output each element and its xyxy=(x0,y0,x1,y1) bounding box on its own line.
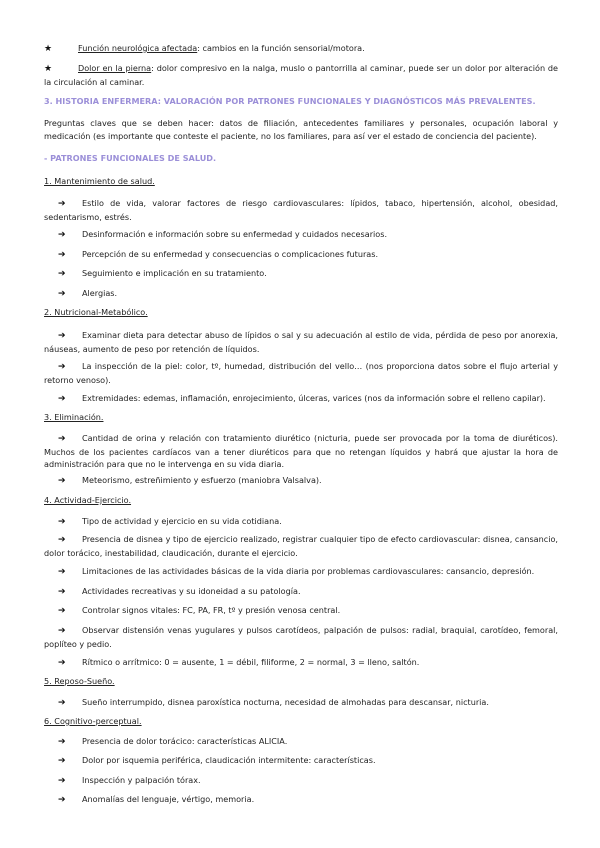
list-item xyxy=(44,228,558,242)
arrow-icon: ➔ xyxy=(58,250,66,260)
item-text: Extremidades: edemas, inflamación, enrojecimiento, úlceras, varices (nos da información sobre el relleno capilar). xyxy=(82,393,546,403)
arrow-icon: ➔ xyxy=(58,199,66,209)
list-item xyxy=(44,287,558,301)
list-item xyxy=(44,360,558,386)
item-text: Estilo de vida, valorar factores de riesgo cardiovasculares: lípidos, tabaco, hipertensión, alcohol, obesidad, sedentarismo, estrés. xyxy=(44,198,558,222)
section-title: 1. Mantenimiento de salud. xyxy=(44,176,155,186)
section-heading-3: 3. HISTORIA ENFERMERA: VALORACIÓN POR PATRONES FUNCIONALES Y DIAGNÓSTICOS MÁS PREVALENTES. xyxy=(44,96,536,106)
item-text: Presencia de disnea y tipo de ejercicio realizado, registrar cualquier tipo de efecto cardiovascular: disnea, cansancio, dolor torácico, inestabilidad, claudicación, durante el ejercicio. xyxy=(44,534,558,558)
arrow-icon: ➔ xyxy=(58,476,66,486)
arrow-icon: ➔ xyxy=(58,737,66,747)
list-item xyxy=(44,197,558,223)
item-text: Alergias. xyxy=(82,288,118,298)
arrow-icon: ➔ xyxy=(58,331,66,341)
list-item xyxy=(44,735,558,749)
item-text: Inspección y palpación tórax. xyxy=(82,775,201,785)
list-item xyxy=(44,267,558,281)
item-text: Seguimiento e implicación en su tratamiento. xyxy=(82,268,267,278)
item-text: Desinformación e información sobre su enfermedad y cuidados necesarios. xyxy=(82,229,388,239)
arrow-icon: ➔ xyxy=(58,535,66,545)
item-text: Rítmico o arrítmico: 0 = ausente, 1 = débil, filiforme, 2 = normal, 3 = lleno, saltón. xyxy=(82,657,420,667)
arrow-icon: ➔ xyxy=(58,289,66,299)
item-text: Controlar signos vitales: FC, PA, FR, tº y presión venosa central. xyxy=(82,605,341,615)
bullet-neuro xyxy=(44,42,558,56)
item-text: La inspección de la piel: color, tº, humedad, distribución del vello… (nos proporciona datos sobre el flujo arterial y retorno venoso). xyxy=(44,361,558,385)
section-title: 4. Actividad-Ejercicio. xyxy=(44,495,132,505)
term-text: : dolor compresivo en la nalga, muslo o pantorrilla al caminar, puede ser un dolor por alteración de la circulación al caminar. xyxy=(44,63,559,87)
item-text: Percepción de su enfermedad y consecuencias o complicaciones futuras. xyxy=(82,249,379,259)
bullet-leg-pain xyxy=(44,62,558,88)
item-text: Observar distensión venas yugulares y pulsos carotídeos, palpación de pulsos: radial, braquial, carotídeo, femoral, poplíteo y pedio. xyxy=(44,625,558,649)
list-item xyxy=(44,329,558,355)
list-item xyxy=(44,754,558,768)
list-item xyxy=(44,604,558,618)
list-item xyxy=(44,474,558,488)
item-text: Presencia de dolor torácico: características ALICIA. xyxy=(82,736,288,746)
list-item xyxy=(44,392,558,406)
item-text: Anomalías del lenguaje, vértigo, memoria. xyxy=(82,794,255,804)
arrow-icon: ➔ xyxy=(58,756,66,766)
arrow-icon: ➔ xyxy=(58,587,66,597)
list-item xyxy=(44,624,558,650)
section-title: 5. Reposo-Sueño. xyxy=(44,676,115,686)
star-icon: ★ xyxy=(44,44,53,54)
section-title: 3. Eliminación. xyxy=(44,412,104,422)
section-title: 2. Nutricional-Metabólico. xyxy=(44,307,148,317)
arrow-icon: ➔ xyxy=(58,269,66,279)
list-item xyxy=(44,774,558,788)
star-icon: ★ xyxy=(44,64,53,74)
section-title: 6. Cognitivo-perceptual. xyxy=(44,716,142,726)
arrow-icon: ➔ xyxy=(58,626,66,636)
list-item xyxy=(44,432,558,471)
patterns-heading: - PATRONES FUNCIONALES DE SALUD. xyxy=(44,153,217,163)
list-item xyxy=(44,515,558,529)
item-text: Sueño interrumpido, disnea paroxística nocturna, necesidad de almohadas para descansar, nicturia. xyxy=(82,697,489,707)
item-text: Tipo de actividad y ejercicio en su vida cotidiana. xyxy=(82,516,282,526)
item-text: Dolor por isquemia periférica, claudicación intermitente: características. xyxy=(82,755,376,765)
item-text: Examinar dieta para detectar abuso de lípidos o sal y su adecuación al estilo de vida, pérdida de peso por anorexia, náuseas, aumento de peso por retención de líquidos. xyxy=(44,330,558,354)
arrow-icon: ➔ xyxy=(58,658,66,668)
item-text: Limitaciones de las actividades básicas de la vida diaria por problemas cardiovasculares: cansancio, depresión. xyxy=(82,566,535,576)
arrow-icon: ➔ xyxy=(58,776,66,786)
arrow-icon: ➔ xyxy=(58,362,66,372)
list-item xyxy=(44,656,558,670)
term-text: : cambios en la función sensorial/motora. xyxy=(197,43,365,53)
arrow-icon: ➔ xyxy=(58,434,66,444)
list-item xyxy=(44,533,558,559)
arrow-icon: ➔ xyxy=(58,517,66,527)
list-item xyxy=(44,585,558,599)
item-text: Cantidad de orina y relación con tratamiento diurético (nicturia, puede ser provocada por la toma de diuréticos). Muchos de los pacientes cardíacos van a tener diuréticos para que no retengan líquidos y habrá que ajustar la hora de administración para que no le intervenga en su vida diaria. xyxy=(44,433,558,470)
list-item xyxy=(44,793,558,807)
item-text: Actividades recreativas y su idoneidad a su patología. xyxy=(82,586,301,596)
list-item xyxy=(44,565,558,579)
list-item xyxy=(44,696,558,710)
arrow-icon: ➔ xyxy=(58,394,66,404)
intro-paragraph: Preguntas claves que se deben hacer: datos de filiación, antecedentes familiares y personales, ocupación laboral y medicación (es importante que conteste el paciente, no los familiares, para así ver el estado de conciencia del paciente). xyxy=(44,118,558,141)
arrow-icon: ➔ xyxy=(58,606,66,616)
arrow-icon: ➔ xyxy=(58,230,66,240)
arrow-icon: ➔ xyxy=(58,795,66,805)
term-label: Dolor en la pierna xyxy=(78,63,152,73)
item-text: Meteorismo, estreñimiento y esfuerzo (maniobra Valsalva). xyxy=(82,475,322,485)
arrow-icon: ➔ xyxy=(58,567,66,577)
term-label: Función neurológica afectada xyxy=(78,43,198,53)
list-item xyxy=(44,248,558,262)
arrow-icon: ➔ xyxy=(58,698,66,708)
